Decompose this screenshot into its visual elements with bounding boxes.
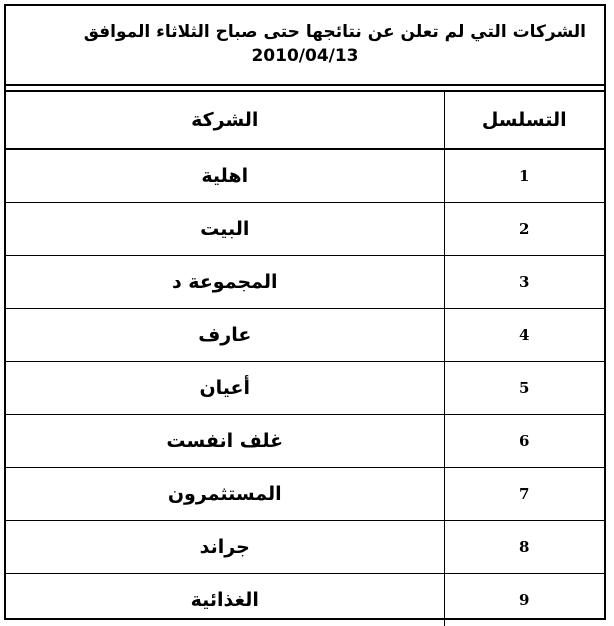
table-row: [6, 415, 604, 468]
table-row: [6, 203, 604, 256]
serial-cell: 7: [444, 468, 604, 521]
company-cell: عارف: [6, 309, 444, 362]
serial-cell: 6: [444, 415, 604, 468]
company-cell: اهلية: [6, 149, 444, 203]
table-row: [6, 574, 604, 626]
company-cell: جراند: [6, 521, 444, 574]
companies-table: [6, 92, 604, 626]
serial-cell: 1: [444, 149, 604, 203]
title-date: 2010/04/13: [251, 46, 359, 66]
serial-cell: 8: [444, 521, 604, 574]
company-cell: أعيان: [6, 362, 444, 415]
company-cell: الغذائية: [6, 574, 444, 626]
company-cell: البيت: [6, 203, 444, 256]
title-box: [6, 6, 604, 86]
document-frame: [4, 4, 606, 620]
table-row: [6, 256, 604, 309]
table-row: [6, 468, 604, 521]
table-row: [6, 309, 604, 362]
serial-cell: 9: [444, 574, 604, 626]
serial-cell: 3: [444, 256, 604, 309]
table-row: [6, 362, 604, 415]
header-serial: التسلسل: [444, 92, 604, 149]
page-title: الشركات التي لم تعلن عن نتائجها حتى صباح الثلاثاء الموافق: [83, 22, 586, 42]
company-cell: المستثمرون: [6, 468, 444, 521]
company-cell: غلف انفست: [6, 415, 444, 468]
table-row: [6, 149, 604, 203]
header-company: الشركة: [6, 92, 444, 149]
table-row: [6, 521, 604, 574]
company-cell: المجموعة د: [6, 256, 444, 309]
serial-cell: 5: [444, 362, 604, 415]
serial-cell: 4: [444, 309, 604, 362]
serial-cell: 2: [444, 203, 604, 256]
table-header-row: [6, 92, 604, 149]
